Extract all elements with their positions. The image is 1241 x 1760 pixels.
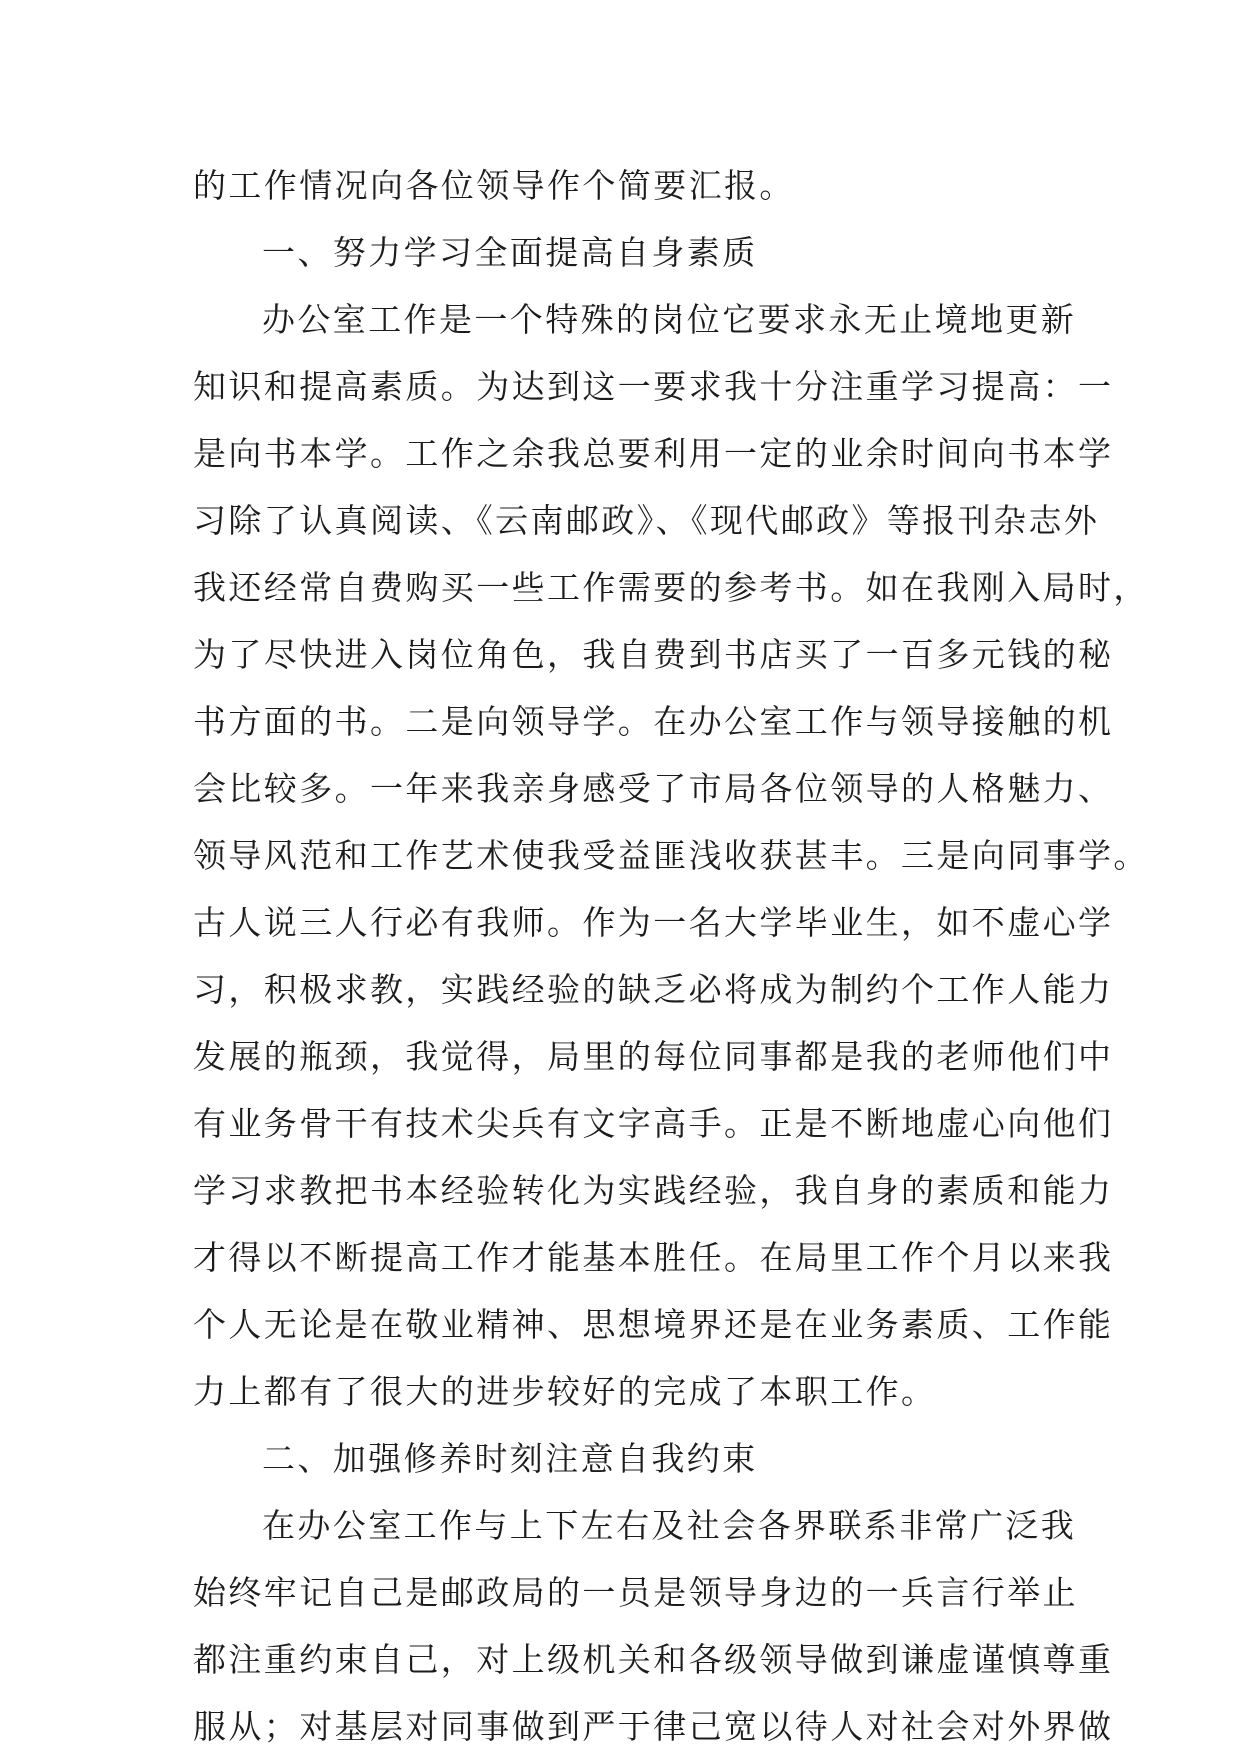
text-line: 我还经常自费购买一些工作需要的参考书。如在我刚入局时，	[193, 568, 1149, 607]
text-line: 学习求教把书本经验转化为实践经验，我自身的素质和能力	[193, 1171, 1114, 1210]
text-line: 力上都有了很大的进步较好的完成了本职工作。	[193, 1372, 937, 1411]
text-line: 习，积极求教，实践经验的缺乏必将成为制约个工作人能力	[193, 970, 1114, 1009]
text-line: 知识和提高素质。为达到这一要求我十分注重学习提高：一	[193, 367, 1114, 406]
text-line: 始终牢记自己是邮政局的一员是领导身边的一兵言行举止	[193, 1573, 1078, 1612]
text-line: 发展的瓶颈，我觉得，局里的每位同事都是我的老师他们中	[193, 1037, 1114, 1076]
text-line: 有业务骨干有技术尖兵有文字高手。正是不断地虚心向他们	[193, 1104, 1114, 1143]
text-line: 会比较多。一年来我亲身感受了市局各位领导的人格魅力、	[193, 769, 1114, 808]
section-heading-study: 一、努力学习全面提高自身素质	[262, 233, 758, 272]
text-line: 办公室工作是一个特殊的岗位它要求永无止境地更新	[262, 300, 1077, 339]
text-line: 的工作情况向各位领导作个简要汇报。	[193, 166, 795, 205]
text-line: 都注重约束自己，对上级机关和各级领导做到谦虚谨慎尊重	[193, 1640, 1114, 1679]
text-line: 书方面的书。二是向领导学。在办公室工作与领导接触的机	[193, 702, 1114, 741]
text-line: 在办公室工作与上下左右及社会各界联系非常广泛我	[262, 1506, 1077, 1545]
text-line: 是向书本学。工作之余我总要利用一定的业余时间向书本学	[193, 434, 1114, 473]
text-line: 古人说三人行必有我师。作为一名大学毕业生，如不虚心学	[193, 903, 1114, 942]
body-text	[193, 152, 1149, 1760]
section-heading-self-discipline: 二、加强修养时刻注意自我约束	[262, 1439, 758, 1478]
text-line: 服从；对基层对同事做到严于律己宽以待人对社会对外界做	[193, 1707, 1114, 1746]
text-line: 为了尽快进入岗位角色，我自费到书店买了一百多元钱的秘	[193, 635, 1114, 674]
text-line: 个人无论是在敬业精神、思想境界还是在业务素质、工作能	[193, 1305, 1114, 1344]
text-line: 才得以不断提高工作才能基本胜任。在局里工作个月以来我	[193, 1238, 1114, 1277]
text-line: 习除了认真阅读、《云南邮政》、《现代邮政》等报刊杂志外	[193, 501, 1100, 540]
text-line: 领导风范和工作艺术使我受益匪浅收获甚丰。三是向同事学。	[193, 836, 1149, 875]
